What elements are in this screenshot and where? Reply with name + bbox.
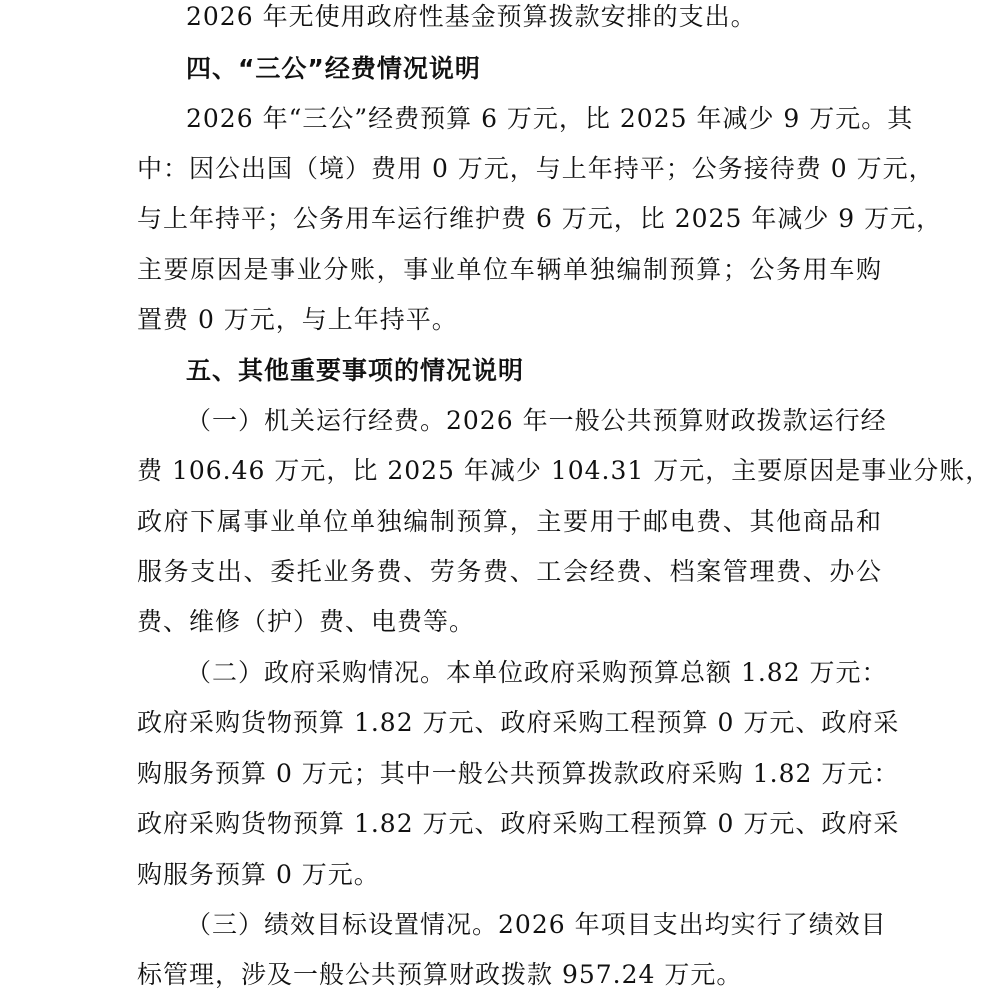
paragraph-line: 政府采购货物预算 1.82 万元、政府采购工程预算 0 万元、政府采: [137, 708, 900, 737]
paragraph-line: 置费 0 万元，与上年持平。: [137, 305, 458, 334]
section-heading-four: 四、“三公”经费情况说明: [186, 54, 481, 83]
paragraph-line: 与上年持平；公务用车运行维护费 6 万元，比 2025 年减少 9 万元，: [137, 204, 943, 233]
paragraph-line: 中：因公出国（境）费用 0 万元，与上年持平；公务接待费 0 万元，: [137, 154, 935, 183]
paragraph-line: 政府采购货物预算 1.82 万元、政府采购工程预算 0 万元、政府采: [137, 809, 900, 838]
paragraph-line: （二）政府采购情况。本单位政府采购预算总额 1.82 万元：: [186, 658, 888, 687]
paragraph-line: （三）绩效目标设置情况。2026 年项目支出均实行了绩效目: [186, 910, 887, 939]
paragraph-line: 2026 年无使用政府性基金预算拨款安排的支出。: [186, 2, 757, 31]
paragraph-line: 费 106.46 万元，比 2025 年减少 104.31 万元，主要原因是事业分账，: [137, 456, 992, 485]
paragraph-line: 标管理，涉及一般公共预算财政拨款 957.24 万元。: [137, 960, 743, 989]
paragraph-line: 购服务预算 0 万元；其中一般公共预算拨款政府采购 1.82 万元：: [137, 759, 900, 788]
paragraph-line: 服务支出、委托业务费、劳务费、工会经费、档案管理费、办公: [137, 557, 882, 586]
section-heading-five: 五、其他重要事项的情况说明: [186, 356, 525, 385]
paragraph-line: 政府下属事业单位单独编制预算，主要用于邮电费、其他商品和: [137, 507, 882, 536]
paragraph-line: 主要原因是事业分账，事业单位车辆单独编制预算；公务用车购: [137, 255, 882, 284]
paragraph-line: 购服务预算 0 万元。: [137, 860, 380, 889]
paragraph-line: 费、维修（护）费、电费等。: [137, 607, 476, 636]
paragraph-line: 2026 年“三公”经费预算 6 万元，比 2025 年减少 9 万元。其: [186, 104, 914, 133]
paragraph-line: （一）机关运行经费。2026 年一般公共预算财政拨款运行经: [186, 406, 887, 435]
